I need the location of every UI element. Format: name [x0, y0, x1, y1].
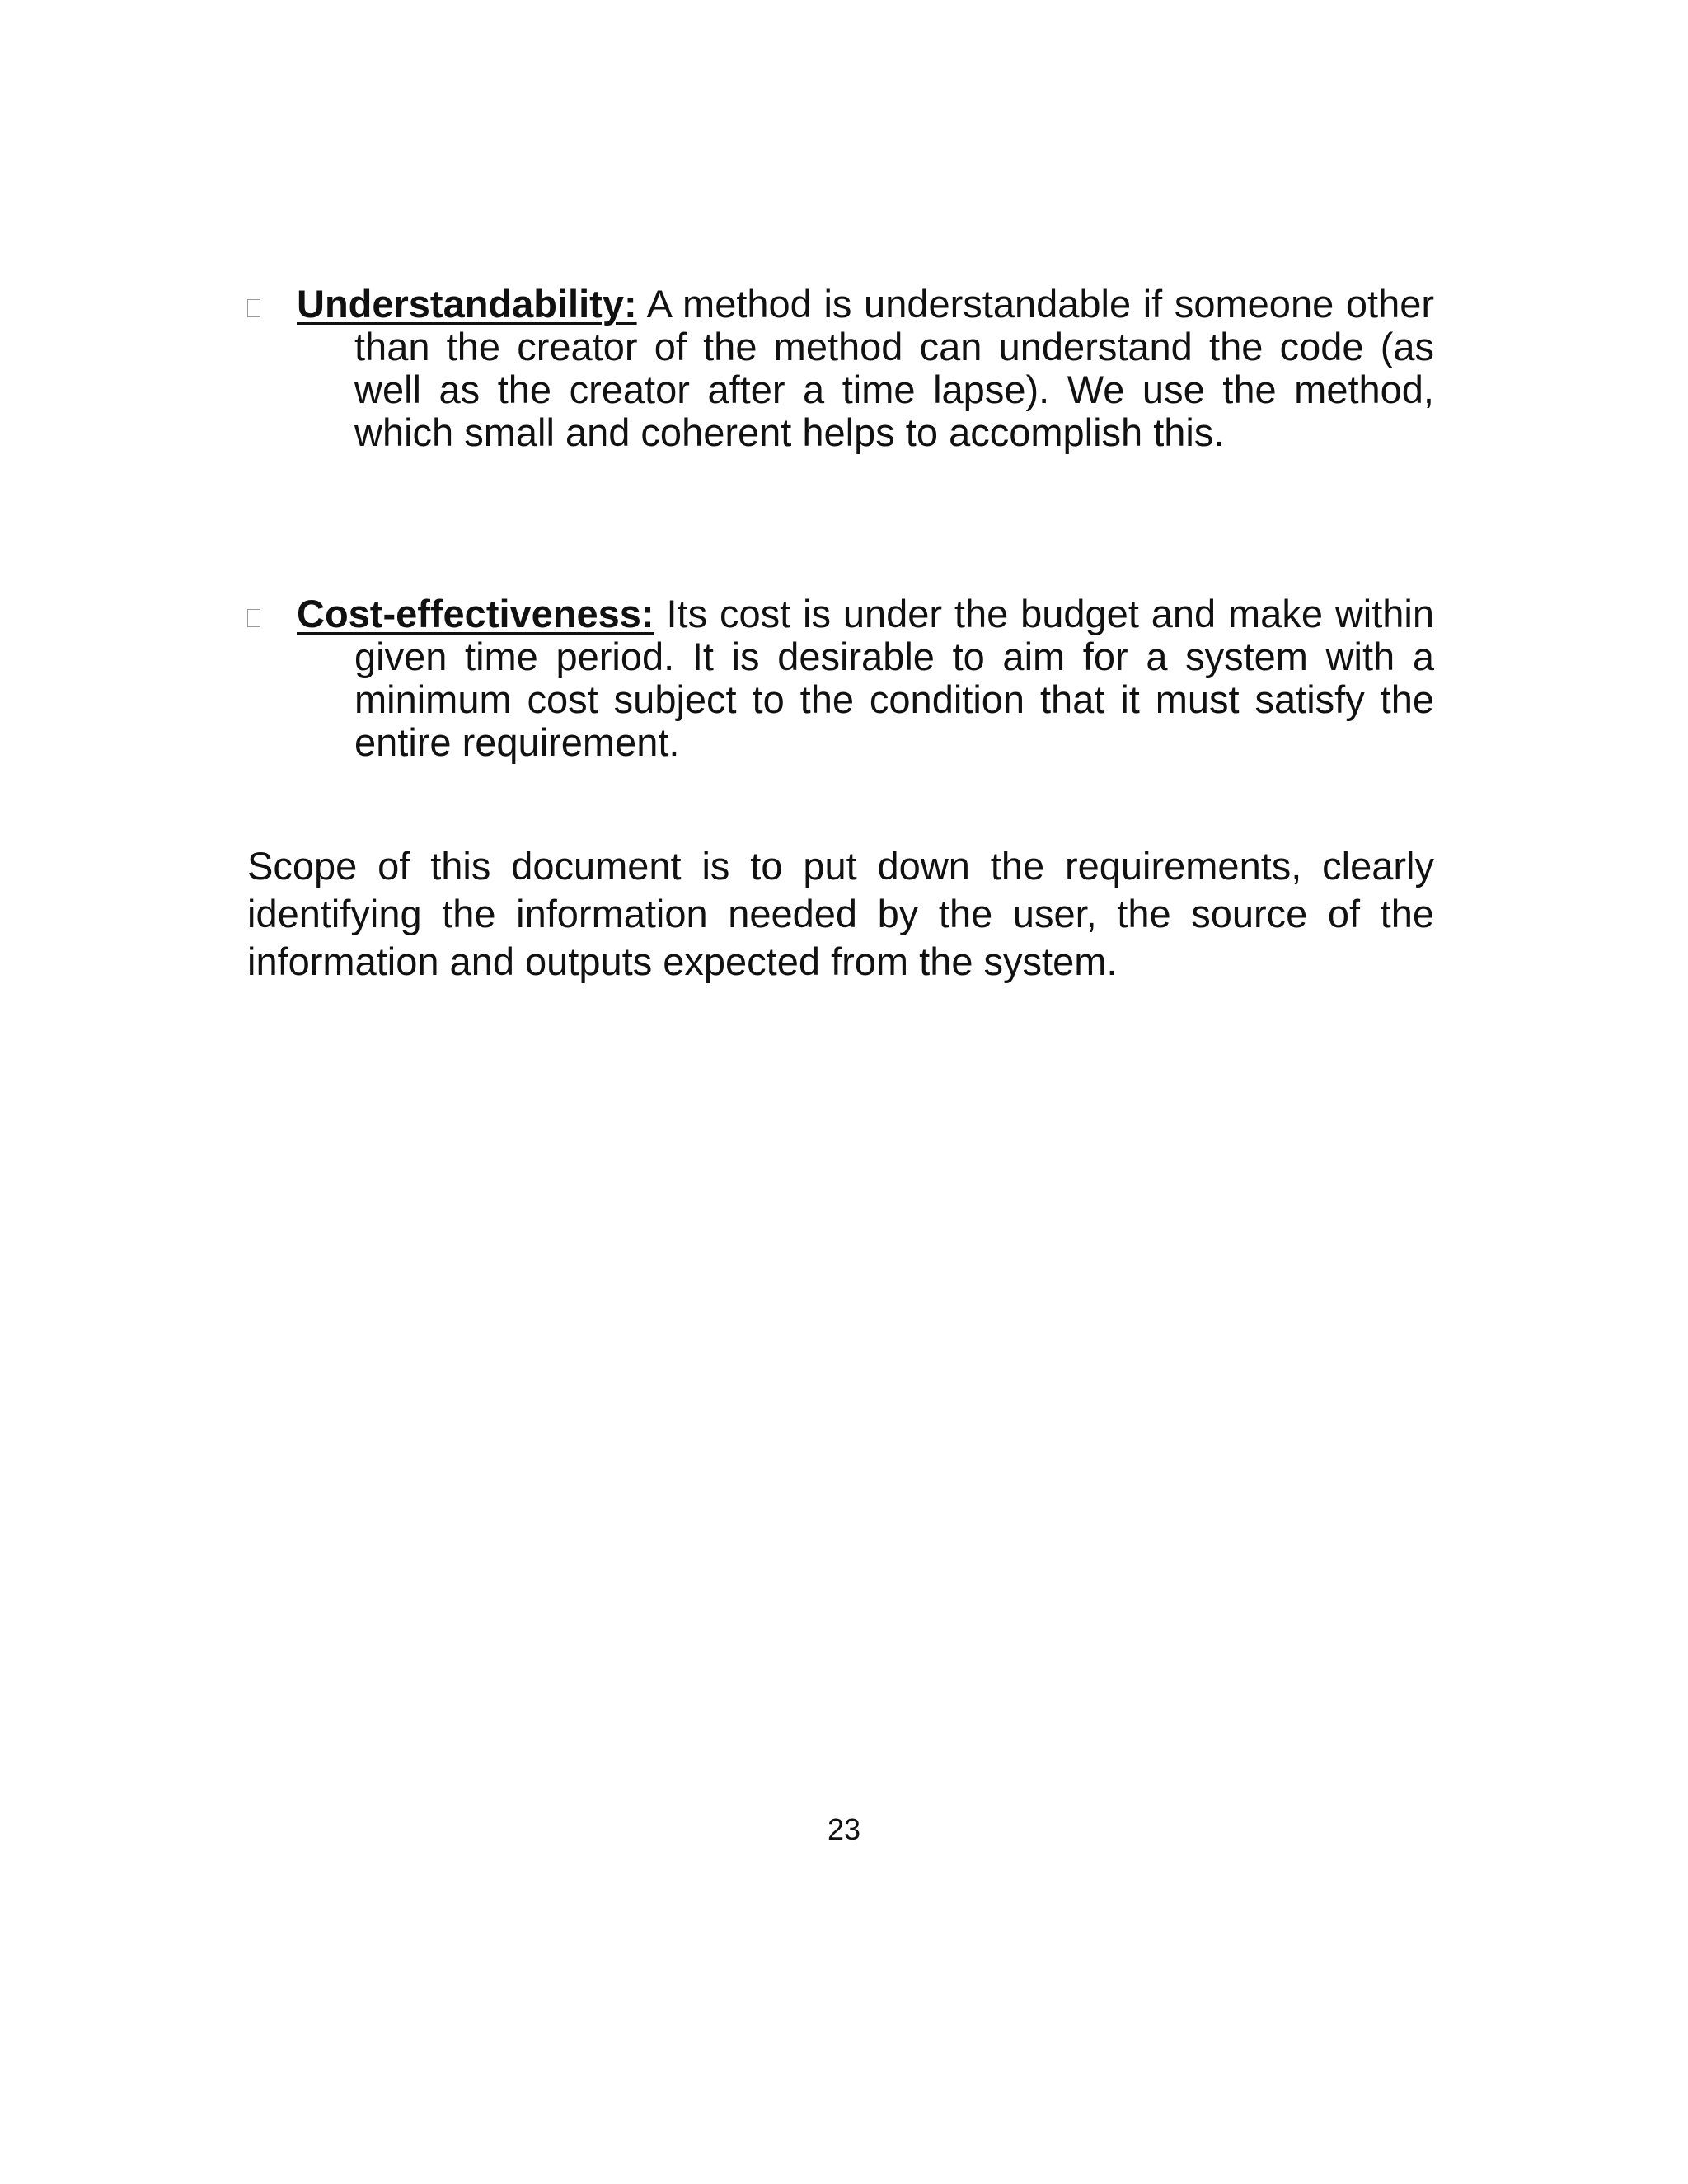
bullet-box-icon: [247, 609, 260, 627]
scope-paragraph: [247, 842, 1434, 986]
bullet-line: minimum cost subject to the condition that it must satisfy the: [354, 677, 1434, 721]
paragraph-line: identifying the information needed by the user, the source of the: [247, 892, 1434, 935]
term-heading: Cost-effectiveness:: [297, 592, 654, 635]
bullet-line-text: Its cost is under the budget and make within: [654, 592, 1434, 635]
bullet-line: [297, 283, 1434, 326]
paragraph-line: information and outputs expected from the system.: [247, 940, 1118, 983]
bullet-line-text: A method is understandable if someone other: [636, 282, 1434, 326]
bullet-line: entire requirement.: [354, 720, 680, 764]
bullet-line: given time period. It is desirable to aim for a system with a: [354, 635, 1434, 678]
bullet-line: than the creator of the method can understand the code (as: [354, 325, 1434, 368]
bullet-box-icon: [247, 299, 260, 317]
term-heading: Understandability:: [297, 282, 637, 326]
bullet-line: [297, 593, 1434, 635]
bullet-line: well as the creator after a time lapse). We use the method,: [354, 368, 1434, 411]
bullet-text: [297, 593, 1434, 764]
bullet-line: which small and coherent helps to accomplish this.: [354, 410, 1225, 454]
bullet-text: [297, 283, 1434, 454]
page-number: 23: [827, 1812, 861, 1846]
paragraph-line: Scope of this document is to put down the requirements, clearly: [247, 844, 1434, 888]
